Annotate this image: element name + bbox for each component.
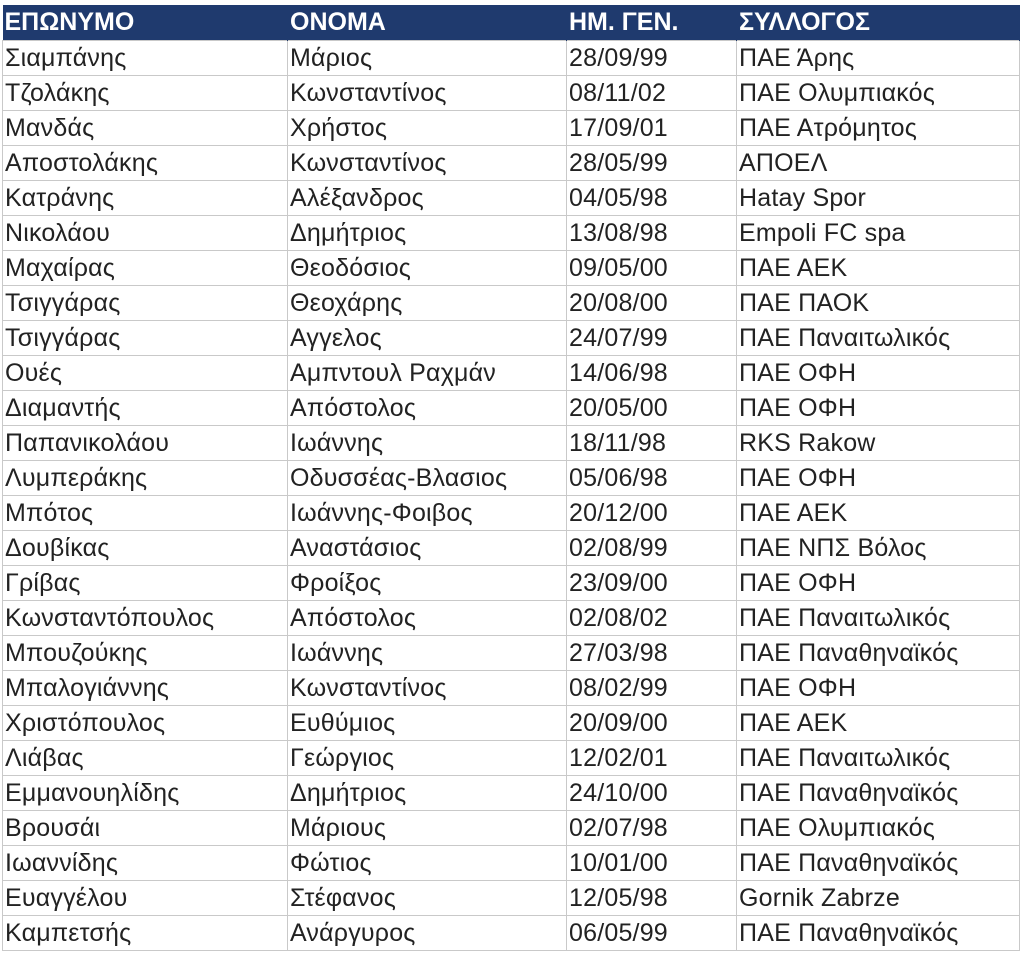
surname-cell: Κατράνης [3,181,288,216]
club-cell: ΠΑΕ ΟΦΗ [737,566,1020,601]
club-cell: ΠΑΕ ΟΦΗ [737,391,1020,426]
birth-date-cell: 02/07/98 [567,811,737,846]
table-row [3,146,1020,181]
first-name-cell: Κωνσταντίνος [288,671,567,706]
club-cell: ΠΑΕ ΠΑΟΚ [737,286,1020,321]
first-name-cell: Φώτιος [288,846,567,881]
club-cell: ΠΑΕ Παναιτωλικός [737,741,1020,776]
table-row [3,846,1020,881]
club-cell: ΠΑΕ ΟΦΗ [737,671,1020,706]
first-name-cell: Απόστολος [288,391,567,426]
club-cell: ΠΑΕ Παναθηναϊκός [737,636,1020,671]
birth-date-cell: 24/07/99 [567,321,737,356]
first-name-cell: Ιωάννης [288,426,567,461]
club-cell: ΠΑΕ Παναθηναϊκός [737,846,1020,881]
table-row [3,881,1020,916]
table-body [3,41,1020,951]
birth-date-cell: 06/05/99 [567,916,737,951]
birth-date-cell: 20/12/00 [567,496,737,531]
first-name-cell: Μάριους [288,811,567,846]
surname-cell: Μπότος [3,496,288,531]
first-name-cell: Ανάργυρος [288,916,567,951]
birth-date-cell: 05/06/98 [567,461,737,496]
first-name-cell: Αναστάσιος [288,531,567,566]
club-cell: ΠΑΕ Παναιτωλικός [737,601,1020,636]
first-name-cell: Θεοχάρης [288,286,567,321]
surname-cell: Νικολάου [3,216,288,251]
table-row [3,356,1020,391]
birth-date-cell: 04/05/98 [567,181,737,216]
first-name-cell: Αλέξανδρος [288,181,567,216]
surname-cell: Μαχαίρας [3,251,288,286]
club-cell: RKS Rakow [737,426,1020,461]
table-row [3,391,1020,426]
table-row [3,671,1020,706]
club-cell: ΠΑΕ ΝΠΣ Βόλος [737,531,1020,566]
table-row [3,251,1020,286]
club-cell: Hatay Spor [737,181,1020,216]
birth-date-cell: 17/09/01 [567,111,737,146]
table-header-row [3,5,1020,41]
club-cell: ΠΑΕ Παναιτωλικός [737,321,1020,356]
surname-cell: Δουβίκας [3,531,288,566]
table-row [3,216,1020,251]
table-row [3,41,1020,76]
header-first-name: ΟΝΟΜΑ [288,5,567,41]
table-row [3,601,1020,636]
club-cell: ΑΠΟΕΛ [737,146,1020,181]
table-row [3,111,1020,146]
birth-date-cell: 24/10/00 [567,776,737,811]
first-name-cell: Ιωάννης [288,636,567,671]
birth-date-cell: 09/05/00 [567,251,737,286]
birth-date-cell: 20/08/00 [567,286,737,321]
club-cell: ΠΑΕ ΑΕΚ [737,496,1020,531]
surname-cell: Αποστολάκης [3,146,288,181]
birth-date-cell: 23/09/00 [567,566,737,601]
table-row [3,321,1020,356]
club-cell: ΠΑΕ Ατρόμητος [737,111,1020,146]
first-name-cell: Μάριος [288,41,567,76]
table-row [3,286,1020,321]
first-name-cell: Αμπντουλ Ραχμάν [288,356,567,391]
birth-date-cell: 02/08/99 [567,531,737,566]
surname-cell: Καμπετσής [3,916,288,951]
surname-cell: Παπανικολάου [3,426,288,461]
club-cell: ΠΑΕ ΟΦΗ [737,356,1020,391]
first-name-cell: Ιωάννης-Φοιβος [288,496,567,531]
surname-cell: Τσιγγάρας [3,286,288,321]
players-table [2,5,1020,951]
surname-cell: Μανδάς [3,111,288,146]
header-surname: ΕΠΩΝΥΜΟ [3,5,288,41]
surname-cell: Μπαλογιάννης [3,671,288,706]
birth-date-cell: 12/05/98 [567,881,737,916]
first-name-cell: Αγγελος [288,321,567,356]
surname-cell: Σιαμπάνης [3,41,288,76]
surname-cell: Εμμανουηλίδης [3,776,288,811]
table-row [3,776,1020,811]
club-cell: ΠΑΕ Παναθηναϊκός [737,916,1020,951]
first-name-cell: Δημήτριος [288,216,567,251]
club-cell: Gornik Zabrze [737,881,1020,916]
header-club: ΣΥΛΛΟΓΟΣ [737,5,1020,41]
table-row [3,531,1020,566]
first-name-cell: Οδυσσέας-Βλασιος [288,461,567,496]
first-name-cell: Θεοδόσιος [288,251,567,286]
surname-cell: Βρουσάι [3,811,288,846]
table-row [3,76,1020,111]
players-table-container [2,5,1019,951]
birth-date-cell: 28/09/99 [567,41,737,76]
birth-date-cell: 13/08/98 [567,216,737,251]
club-cell: ΠΑΕ Ολυμπιακός [737,76,1020,111]
table-row [3,811,1020,846]
surname-cell: Ευαγγέλου [3,881,288,916]
first-name-cell: Στέφανος [288,881,567,916]
first-name-cell: Δημήτριος [288,776,567,811]
surname-cell: Κωνσταντόπουλος [3,601,288,636]
table-row [3,496,1020,531]
surname-cell: Διαμαντής [3,391,288,426]
birth-date-cell: 08/11/02 [567,76,737,111]
birth-date-cell: 10/01/00 [567,846,737,881]
surname-cell: Ιωαννίδης [3,846,288,881]
club-cell: ΠΑΕ Παναθηναϊκός [737,776,1020,811]
birth-date-cell: 20/05/00 [567,391,737,426]
first-name-cell: Κωνσταντίνος [288,76,567,111]
surname-cell: Λυμπεράκης [3,461,288,496]
first-name-cell: Χρήστος [288,111,567,146]
table-row [3,181,1020,216]
club-cell: ΠΑΕ ΑΕΚ [737,251,1020,286]
header-birth-date: ΗΜ. ΓΕΝ. [567,5,737,41]
first-name-cell: Φροίξος [288,566,567,601]
club-cell: ΠΑΕ Ολυμπιακός [737,811,1020,846]
table-row [3,706,1020,741]
club-cell: ΠΑΕ ΟΦΗ [737,461,1020,496]
table-row [3,461,1020,496]
first-name-cell: Γεώργιος [288,741,567,776]
table-row [3,566,1020,601]
birth-date-cell: 02/08/02 [567,601,737,636]
birth-date-cell: 27/03/98 [567,636,737,671]
club-cell: ΠΑΕ Άρης [737,41,1020,76]
surname-cell: Γρίβας [3,566,288,601]
table-row [3,741,1020,776]
table-row [3,916,1020,951]
surname-cell: Λιάβας [3,741,288,776]
birth-date-cell: 12/02/01 [567,741,737,776]
first-name-cell: Κωνσταντίνος [288,146,567,181]
table-row [3,426,1020,461]
club-cell: Empoli FC spa [737,216,1020,251]
surname-cell: Ουές [3,356,288,391]
birth-date-cell: 20/09/00 [567,706,737,741]
table-row [3,636,1020,671]
birth-date-cell: 18/11/98 [567,426,737,461]
club-cell: ΠΑΕ ΑΕΚ [737,706,1020,741]
birth-date-cell: 08/02/99 [567,671,737,706]
surname-cell: Χριστόπουλος [3,706,288,741]
birth-date-cell: 28/05/99 [567,146,737,181]
first-name-cell: Ευθύμιος [288,706,567,741]
birth-date-cell: 14/06/98 [567,356,737,391]
surname-cell: Τζολάκης [3,76,288,111]
first-name-cell: Απόστολος [288,601,567,636]
surname-cell: Τσιγγάρας [3,321,288,356]
surname-cell: Μπουζούκης [3,636,288,671]
